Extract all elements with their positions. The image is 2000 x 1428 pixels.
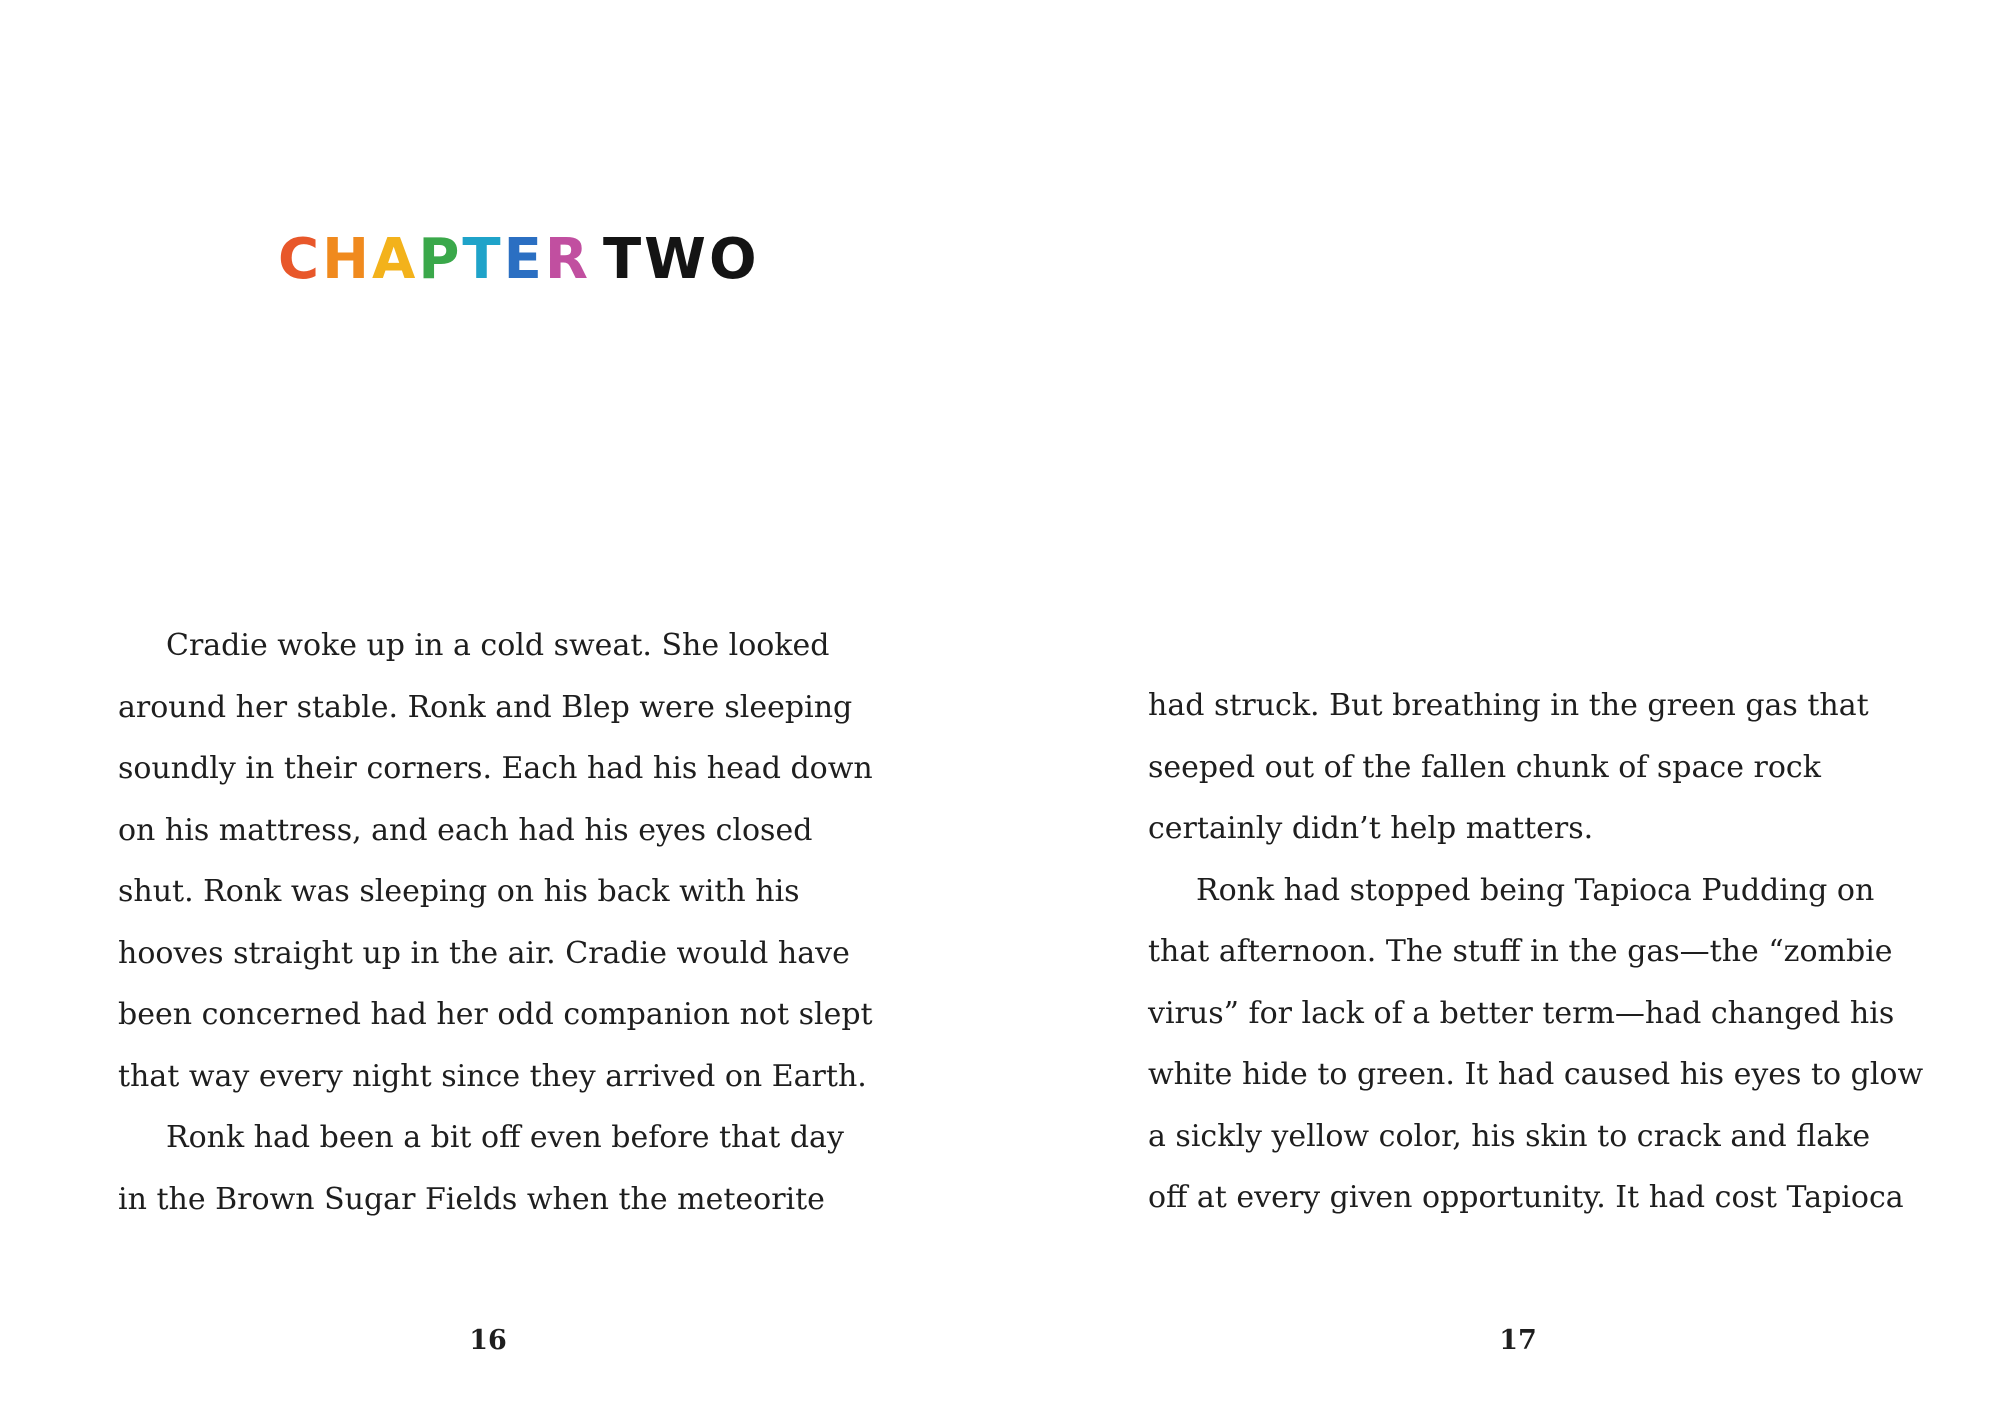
- chapter-letter: A: [371, 227, 419, 292]
- text-line: that way every night since they arrived on Earth.: [118, 1058, 867, 1094]
- text-line: in the Brown Sugar Fields when the meteorite: [118, 1181, 825, 1217]
- text-line: a sickly yellow color, his skin to crack and flake: [1148, 1118, 1871, 1154]
- text-line: hooves straight up in the air. Cradie would have: [118, 935, 850, 971]
- text-line: soundly in their corners. Each had his head down: [118, 751, 873, 786]
- text-line: virus” for lack of a better term—had changed his: [1148, 995, 1895, 1031]
- text-line: Ronk had been a bit off even before that day: [166, 1120, 844, 1155]
- chapter-letter: C: [278, 227, 323, 292]
- chapter-word-1: [278, 227, 591, 292]
- right-page: [1000, 0, 2000, 1428]
- text-line: on his mattress, and each had his eyes closed: [118, 812, 813, 848]
- chapter-letter: T: [462, 227, 504, 292]
- text-line: had struck. But breathing in the green gas that: [1148, 688, 1869, 723]
- chapter-letter: E: [503, 227, 545, 292]
- text-line: seeped out of the fallen chunk of space rock: [1148, 749, 1821, 785]
- text-line: been concerned had her odd companion not slept: [118, 997, 873, 1032]
- page-number-right: 17: [1499, 1325, 1537, 1356]
- text-line: Ronk had stopped being Tapioca Pudding on: [1196, 872, 1875, 908]
- text-line: around her stable. Ronk and Blep were sleeping: [118, 689, 853, 725]
- chapter-letter: R: [544, 227, 591, 292]
- text-line: white hide to green. It had caused his eyes to glow: [1148, 1057, 1924, 1092]
- text-line: certainly didn’t help matters.: [1148, 811, 1594, 846]
- page-number-left: 16: [469, 1325, 507, 1356]
- chapter-letter: P: [418, 227, 463, 292]
- text-line: off at every given opportunity. It had cost Tapioca: [1148, 1180, 1904, 1215]
- chapter-word-2: TWO: [602, 227, 760, 292]
- text-line: shut. Ronk was sleeping on his back with his: [118, 874, 800, 909]
- text-line: that afternoon. The stuff in the gas—the “zombie: [1148, 934, 1893, 969]
- left-body-text: [118, 615, 873, 1230]
- chapter-heading: [278, 227, 760, 292]
- text-line: Cradie woke up in a cold sweat. She looked: [166, 628, 830, 663]
- chapter-letter: H: [322, 227, 372, 292]
- right-body-text: [1148, 675, 1923, 1229]
